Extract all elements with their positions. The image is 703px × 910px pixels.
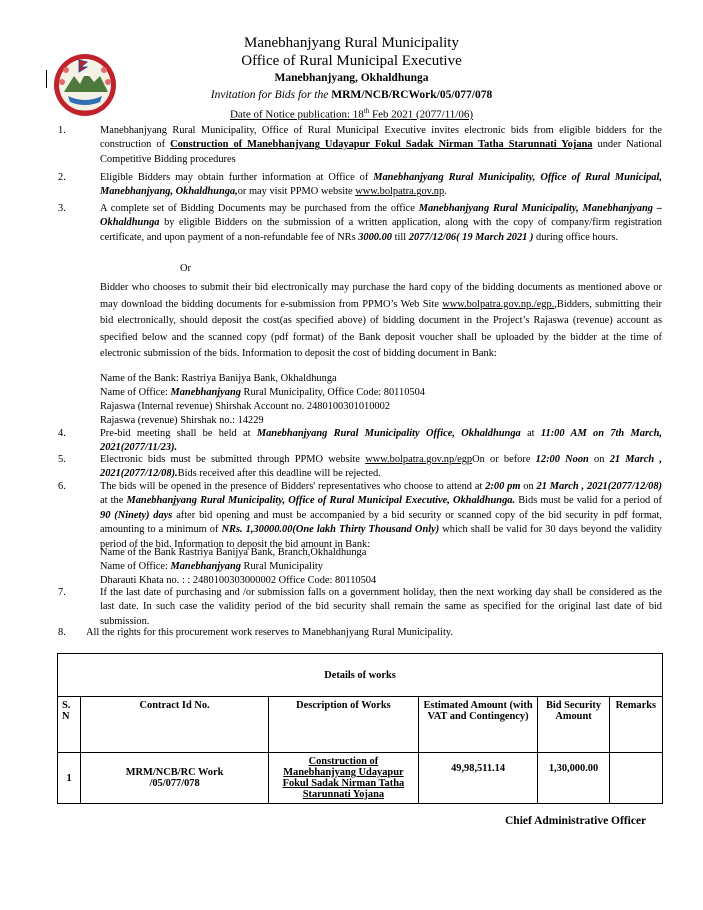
item-number-1: 1. (58, 125, 66, 136)
cell-bid-security: 1,30,000.00 (538, 753, 609, 804)
col-header-estimated-amount: Estimated Amount (with VAT and Contingency) (418, 697, 538, 753)
item-number-4: 4. (58, 428, 66, 439)
col-header-contract-id: Contract Id No. (81, 697, 269, 753)
cell-estimated-amount: 49,98,511.14 (418, 753, 538, 804)
item-2-text: Eligible Bidders may obtain further information at Office of Manebhanjyang Rural Municipality, Office of Rural Municipal, Manebhanjyang, Okhaldhunga,or may visit PPMO website www.bolpatra.gov.np. (100, 172, 662, 198)
location-title: Manebhanjyang, Okhaldhunga (274, 72, 429, 84)
item-number-7: 7. (58, 587, 66, 598)
or-separator: Or (180, 263, 191, 274)
col-header-remarks: Remarks (609, 697, 662, 753)
bank-office: Name of Office: Manebhanjyang Rural Municipality, Office Code: 80110504 (100, 387, 425, 398)
cell-sn: 1 (58, 753, 81, 804)
municipality-title: Manebhanjyang Rural Municipality (244, 35, 459, 51)
bid-security-bank: Name of the Bank Rastriya Banijya Bank, Branch,Okhaldhunga (100, 547, 367, 558)
col-header-bid-security: Bid Security Amount (538, 697, 609, 753)
notice-date: Date of Notice publication: 18th Feb 2021 (2077/11/06) (229, 107, 474, 121)
bank-shirshak: Rajaswa (revenue) Shirshak no.: 14229 (100, 415, 264, 426)
cell-description: Construction of Manebhanjyang Udayapur Fokul Sadak Nirman Tatha Starunnati Yojana (269, 753, 419, 804)
item-8-text: All the rights for this procurement work reserves to Manebhanjyang Rural Municipality. (86, 627, 453, 638)
col-header-description: Description of Works (269, 697, 419, 753)
cell-remarks (609, 753, 662, 804)
bank-account: Rajaswa (Internal revenue) Shirshak Account no. 2480100301010002 (100, 401, 391, 412)
bank-name: Name of the Bank: Rastriya Banijya Bank, Okhaldhunga (100, 373, 337, 384)
item-4-text: Pre-bid meeting shall be held at Manebhanjyang Rural Municipality Office, Okhaldhunga at 11:00 AM on 7th March, 2021(2077/11/23). (100, 428, 662, 454)
bid-security-account: Dharauti Khata no. : : 2480100303000002 Office Code: 80110504 (100, 575, 377, 586)
table-row (58, 753, 663, 804)
item-number-2: 2. (58, 172, 66, 183)
col-header-sn: S. N (58, 697, 81, 753)
item-3-text: A complete set of Bidding Documents may be purchased from the office Manebhanjyang Rural Municipality, Manebhanjyang –Okhaldhunga by eligible Bidders on the submission of a written application, along with the copy of company/firm registration certificate, and upon payment of a non-refundable fee of NRs 3000.00 till 2077/12/06( 19 March 2021 ) during office hours. (100, 203, 662, 243)
bid-security-office: Name of Office: Manebhanjyang Rural Municipality (100, 561, 323, 572)
ppmo-egp-submit-link[interactable]: www.bolpatra.gov.np/egp (365, 454, 473, 465)
ppmo-link[interactable]: www.bolpatra.gov.np (355, 186, 445, 198)
item-3-electronic-text: Bidder who chooses to submit their bid electronically may purchase the hard copy of the bidding documents as mentioned above or may download the bidding documents for e-submission from PPMO’s Web Site www.bolpatra.gov.np./egp.,Bidders, submitting their bid electronically, should deposit the cost(as specified above) of bidding document in the Project’s Rajaswa (revenue) account as specified below and the scanned copy (pdf format) of the Bank deposit voucher shall be uploaded by the bidder at the time of electronic submission of the bids. Information to deposit the cost of bidding document in Bank: (100, 282, 662, 360)
invitation-line: Invitation for Bids for the MRM/NCB/RCWork/05/077/078 (210, 89, 493, 101)
item-number-3: 3. (58, 203, 66, 214)
item-number-6: 6. (58, 481, 66, 492)
signature-title: Chief Administrative Officer (505, 815, 647, 827)
item-5-text: Electronic bids must be submitted through PPMO website www.bolpatra.gov.np/egpOn or before 12:00 Noon on 21 March , 2021(2077/12/08).Bids received after this deadline will be rejected. (100, 454, 663, 480)
works-table (57, 653, 663, 804)
office-title: Office of Rural Municipal Executive (241, 53, 462, 69)
works-table-caption: Details of works (58, 654, 663, 697)
item-7-text: If the last date of purchasing and /or submission falls on a government holiday, then the next working day shall be considered as the last date. In such case the validity period of the bid security shall remain the same as specified for the original last date of bid submission. (100, 587, 662, 627)
cell-contract-id: MRM/NCB/RC Work /05/077/078 (81, 753, 269, 804)
ppmo-egp-link[interactable]: www.bolpatra.gov.np./egp. (442, 298, 555, 310)
item-1-text: Manebhanjyang Rural Municipality, Office of Rural Municipal Executive invites electronic bids from eligible bidders for the construction of Construction of Manebhanjyang Udayapur Fokul Sadak Nirman Tatha Starunnati Yojana under National Competitive Bidding procedures (100, 125, 663, 165)
item-number-5: 5. (58, 454, 66, 465)
item-6-text: The bids will be opened in the presence of Bidders' representatives who choose to attend at 2:00 pm on 21 March , 2021(2077/12/08) at the Manebhanjyang Rural Municipality, Office of Rural Municipal Executive, Okhaldhunga. Bids must be valid for a period of 90 (Ninety) days after bid opening and must be accompanied by a bid security or scanned copy of the bid security in pdf format, amounting to a minimum of NRs. 1,30000.00(One lakh Thirty Thousand Only) which shall be valid for 30 days beyond the validity period of the bid. Information to deposit the bid amount in Bank: (100, 481, 663, 550)
item-number-8: 8. (58, 627, 66, 638)
